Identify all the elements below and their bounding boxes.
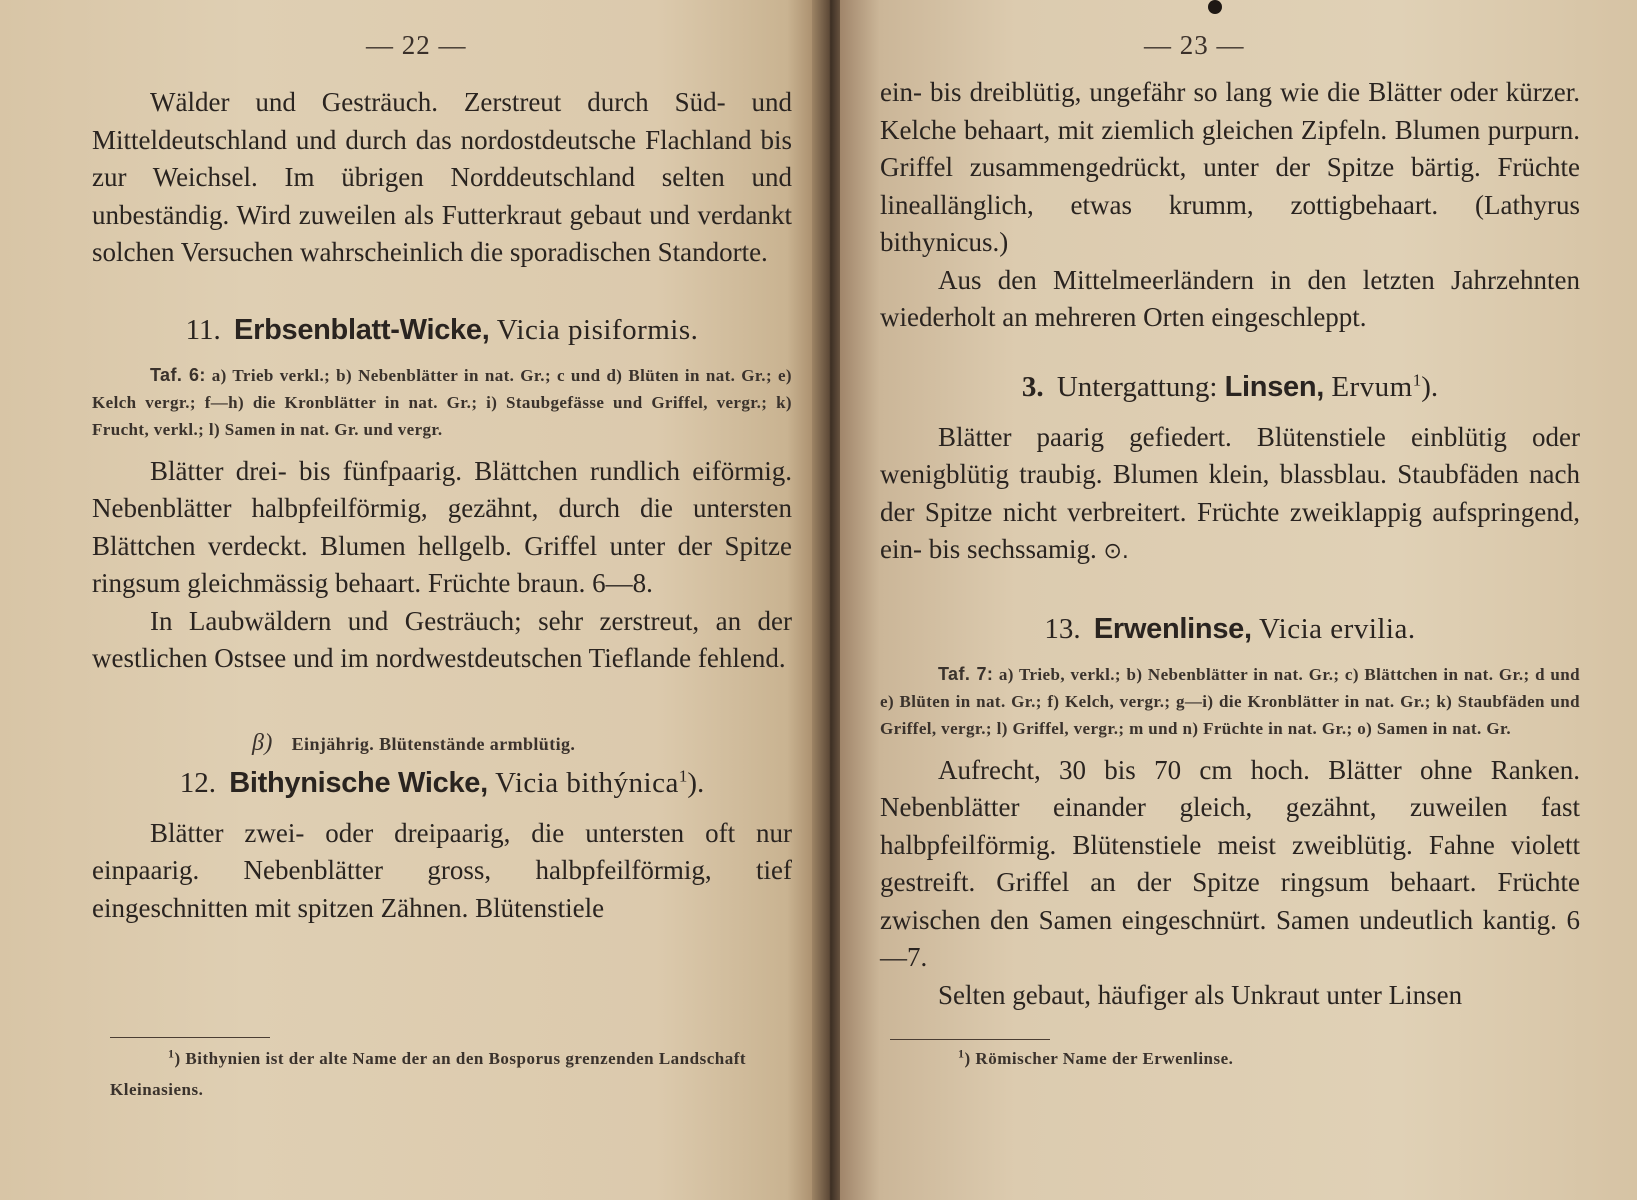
heading-closing: ).: [1421, 370, 1439, 403]
footnote-left: [110, 1043, 790, 1105]
heading-closing: ).: [687, 766, 705, 799]
plate-label: Taf. 7:: [938, 663, 994, 684]
right-page: [840, 0, 1637, 1200]
beta-symbol: β): [252, 729, 273, 756]
species-description: Blätter drei- bis fünfpaarig. Blättchen rundlich eiförmig. Nebenblätter halbpfeilförmig, gezähnt, durch die untersten Blättchen verdeckt. Blumen hellgelb. Griffel unter der Spitze ringsum gleichmässig behaart. Früchte braun. 6—8.: [92, 455, 792, 598]
page-number-left: — 22 —: [366, 30, 467, 60]
subgenus-description-text: Blätter paarig gefiedert. Blütenstiele einblütig oder wenigblütig traubig. Blumen klein, blassblau. Staubfäden nach der Spitze nicht verbreitert. Früchte zweiklappig aufspringend, ein- bis sechssamig.: [880, 421, 1580, 564]
species-latin-name: Vicia pisiformis.: [496, 313, 699, 346]
species-heading-13: [880, 609, 1580, 649]
species-number: 13.: [1044, 612, 1081, 645]
species-german-name: Bithynische Wicke,: [229, 766, 488, 799]
subgenus-number: 3.: [1021, 370, 1044, 403]
page-number-right: — 23 —: [1144, 30, 1245, 60]
species-number: 11.: [185, 313, 221, 346]
species-heading-11: [92, 310, 792, 350]
species-german-name: Erbsenblatt-Wicke,: [234, 313, 490, 346]
continuation-paragraph: ein- bis dreiblütig, ungefähr so lang wie die Blätter oder kürzer. Kelche behaart, mit ziemlich gleichen Zipfeln. Blumen purpurn. Griffel zusammengedrückt, unter der Spitze bärtig. Früchte lineallänglich, etwas krumm, zottigbehaart. (Lathyrus bithynicus.): [880, 77, 1580, 257]
subgenus-label: Untergattung:: [1056, 370, 1218, 403]
species-latin-name: Vicia bithýnica: [495, 766, 679, 799]
plate-text: a) Trieb verkl.; b) Nebenblätter in nat. Gr.; c und d) Blüten in nat. Gr.; e) Kelch vergr.; f—h) die Kronblätter in nat. Gr.; i) Staubgefässe und Griffel, vergr.; k) Frucht, verkl.; l) Samen in nat. Gr. und vergr.: [92, 365, 792, 439]
species-latin-name: Vicia ervilia.: [1258, 612, 1416, 645]
subgenus-description: [880, 419, 1580, 571]
plate-caption-6: [92, 362, 792, 443]
left-page-content: [92, 84, 792, 927]
subgenus-german-name: Linsen,: [1224, 370, 1325, 403]
species-heading-12: [92, 763, 792, 803]
plate-text: a) Trieb, verkl.; b) Nebenblätter in nat. Gr.; c) Blättchen in nat. Gr.; d und e) Blüten in nat. Gr.; f) Kelch, vergr.; g—i) die Kronblätter in nat. Gr.; k) Staubfäden und Griffel, vergr.; l) Griffel, vergr.; m und n) Früchte in nat. Gr.; o) Samen in nat. Gr.: [880, 664, 1580, 738]
footnote-mark: 1: [168, 1046, 175, 1061]
footnote-rule: [890, 1039, 1050, 1040]
footnote-text: ) Römischer Name der Erwenlinse.: [964, 1049, 1234, 1068]
footnote-rule: [110, 1037, 270, 1038]
continuation-paragraph: Wälder und Gesträuch. Zerstreut durch Süd- und Mitteldeutschland und durch das nordostdeutsche Flachland bis zur Weichsel. Im übrigen Norddeutschland selten und unbeständig. Wird zuweilen als Futterkraut gebaut und verdankt solchen Versuchen wahrscheinlich die sporadischen Standorte.: [92, 87, 792, 267]
species-habitat: Selten gebaut, häufiger als Unkraut unter Linsen: [938, 979, 1463, 1010]
beta-text: Einjährig. Blütenstände armblütig.: [291, 733, 576, 754]
plate-label: Taf. 6:: [150, 364, 206, 385]
footnote-text: ) Bithynien ist der alte Name der an den Bosporus grenzenden Landschaft Kleinasiens.: [110, 1049, 747, 1099]
species-number: 12.: [179, 766, 216, 799]
ink-spot: [1208, 0, 1222, 14]
footnote-right: [890, 1043, 1570, 1074]
section-beta: [252, 728, 792, 759]
annual-symbol: ⊙.: [1103, 539, 1129, 564]
footnote-mark: 1: [958, 1046, 965, 1061]
subgenus-latin-name: Ervum: [1331, 370, 1413, 403]
footnote-reference: 1: [678, 765, 688, 785]
subgenus-heading: [880, 367, 1580, 407]
species-german-name: Erwenlinse,: [1093, 612, 1252, 645]
right-page-content: [880, 74, 1580, 1014]
species-habitat: In Laubwäldern und Gesträuch; sehr zerstreut, an der westlichen Ostsee und im nordwestdeutschen Tieflande fehlend.: [92, 605, 792, 673]
species-description: Blätter zwei- oder dreipaarig, die untersten oft nur einpaarig. Nebenblätter gross, halbpfeilförmig, tief eingeschnitten mit spitzen Zähnen. Blütenstiele: [92, 817, 792, 923]
plate-caption-7: [880, 661, 1580, 742]
species-description: Aufrecht, 30 bis 70 cm hoch. Blätter ohne Ranken. Nebenblätter einander gleich, gezähnt, zuweilen fast halbpfeilförmig. Blütenstiele meist zweiblütig. Fahne violett gestreift. Griffel an der Spitze ringsum behaart. Früchte zwischen den Samen eingeschnürt. Samen undeutlich kantig. 6—7.: [880, 754, 1580, 972]
footnote-reference: 1: [1412, 369, 1422, 389]
continuation-habitat: Aus den Mittelmeerländern in den letzten Jahrzehnten wiederholt an mehreren Orten eingeschleppt.: [880, 264, 1580, 332]
